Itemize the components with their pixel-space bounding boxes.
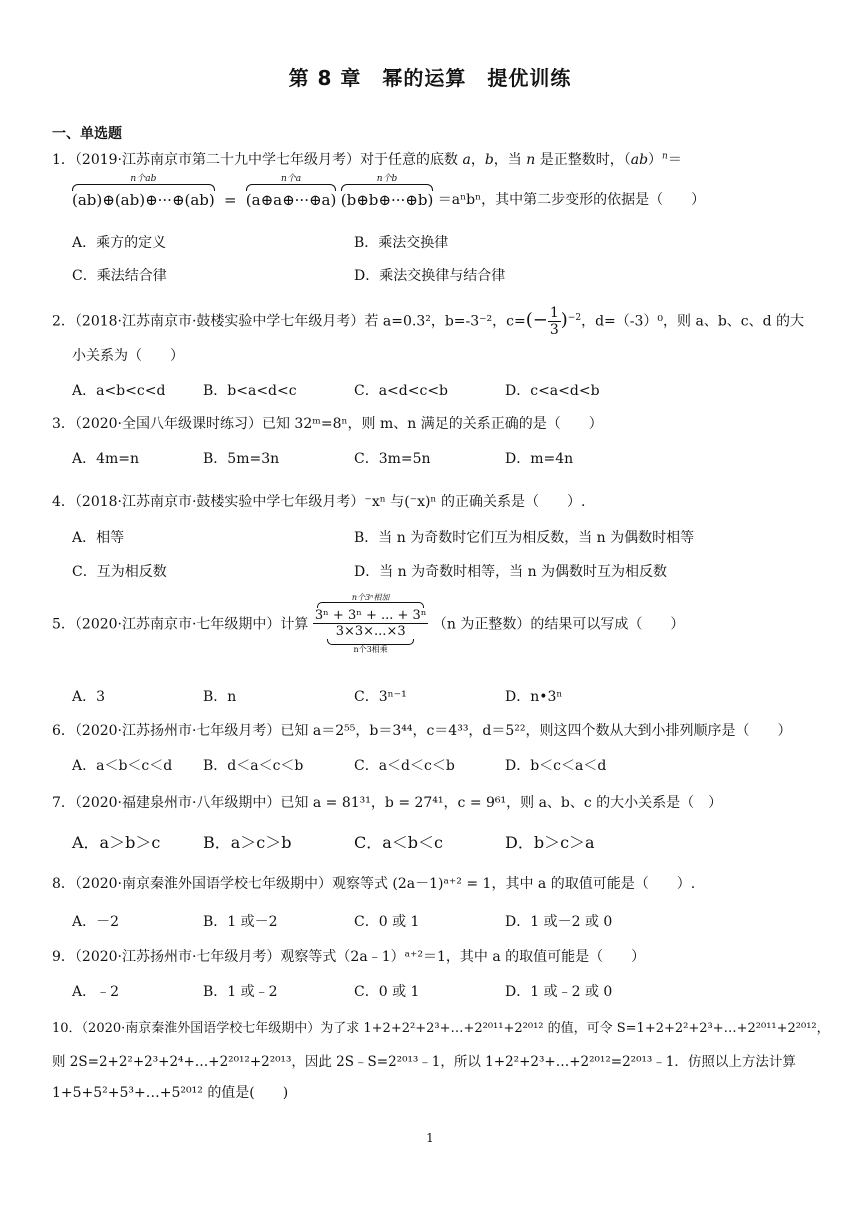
- q3-option-a[interactable]: A．4m=n: [72, 451, 140, 467]
- page-number: 1: [426, 1131, 434, 1145]
- q7-option-a[interactable]: A．a＞b＞c: [72, 833, 161, 852]
- question-1-stem: 1．（2019·江苏南京市第二十九中学七年级月考）对于任意的底数 a，b，当 n 是正整数时，（ab）$^n$＝: [52, 151, 682, 168]
- question-9-stem: 9．（2020·江苏扬州市·七年级月考）观察等式（2a﹣1）ᵃ⁺²＝1，其中 a 的取值可能是（ ）: [52, 949, 646, 965]
- question-10-line-1: 10．（2020·南京秦淮外国语学校七年级期中）为了求 1+2+2²+2³+…+2²⁰¹¹+2²⁰¹² 的值，可令 S=1+2+2²+2³+…+2²⁰¹¹+2²⁰¹²，: [52, 1021, 830, 1036]
- q1-option-d[interactable]: D．乘法交换律与结合律: [354, 268, 506, 284]
- q4-option-c[interactable]: C．互为相反数: [72, 564, 167, 580]
- overbrace-b: n个b (b⊕b⊕···⊕b): [340, 174, 434, 209]
- overbrace-a: n个a (a⊕a⊕···⊕a): [245, 174, 337, 209]
- q1-option-a[interactable]: A．乘方的定义: [72, 235, 167, 251]
- q8-option-a[interactable]: A．－2: [72, 914, 120, 930]
- q1-option-c[interactable]: C．乘法结合律: [72, 268, 167, 284]
- question-10-line-2: 则 2S=2+2²+2³+2⁴+…+2²⁰¹²+2²⁰¹³，因此 2S﹣S=2²⁰¹³﹣1，所以 1+2²+2³+…+2²⁰¹²=2²⁰¹³﹣1．仿照以上方法计算: [52, 1054, 796, 1070]
- q4-option-a[interactable]: A．相等: [72, 530, 125, 546]
- q9-option-c[interactable]: C．0 或 1: [354, 984, 420, 1000]
- q7-option-c[interactable]: C．a＜b＜c: [354, 833, 443, 852]
- q7-option-b[interactable]: B．a＞c＞b: [203, 833, 292, 852]
- q2-option-c[interactable]: C．a<d<c<b: [354, 383, 449, 399]
- question-2-stem: 2．（2018·江苏南京市·鼓楼实验中学七年级月考）若 a=0.3²，b=-3⁻²，c=(− $\frac{1}{3}$ )$^{-2}$，d=（-3）⁰，则 a、b、c、d 的大: [52, 305, 805, 338]
- question-2-stem-cont: 小关系为（ ）: [72, 348, 184, 364]
- q5-fraction: n个3ⁿ相加 3ⁿ + 3ⁿ + ... + 3ⁿ 3×3×...×3 n个3相乘: [314, 593, 427, 654]
- q2-option-b[interactable]: B．b<a<d<c: [203, 383, 297, 399]
- question-1-formula: n个ab (ab)⊕(ab)⊕···⊕(ab) = n个a (a⊕a⊕···⊕a) n个b (b⊕b⊕···⊕b) ＝aⁿbⁿ，其中第二步变形的依据是（ ）: [72, 174, 706, 209]
- section-heading: 一、单选题: [52, 126, 122, 142]
- q1-option-b[interactable]: B．乘法交换律: [354, 235, 449, 251]
- q5-option-d[interactable]: D．n•3ⁿ: [505, 689, 563, 705]
- q5-option-c[interactable]: C．3ⁿ⁻¹: [354, 689, 407, 705]
- question-3-stem: 3．（2020·全国八年级课时练习）已知 32ᵐ=8ⁿ，则 m、n 满足的关系正确的是（ ）: [52, 416, 603, 432]
- page-title: 第 8 章 幂的运算 提优训练: [288, 66, 572, 90]
- q7-option-d[interactable]: D．b＞c＞a: [505, 833, 595, 852]
- q3-option-c[interactable]: C．3m=5n: [354, 451, 431, 467]
- q9-option-d[interactable]: D．1 或﹣2 或 0: [505, 984, 613, 1000]
- q3-option-d[interactable]: D．m=4n: [505, 451, 574, 467]
- question-7-stem: 7．（2020·福建泉州市·八年级期中）已知 a = 81³¹，b = 27⁴¹，c = 9⁶¹，则 a、b、c 的大小关系是（ ）: [52, 795, 723, 811]
- q6-option-b[interactable]: B．d＜a＜c＜b: [203, 758, 304, 774]
- q4-option-b[interactable]: B．当 n 为奇数时它们互为相反数，当 n 为偶数时相等: [354, 530, 695, 546]
- q6-option-c[interactable]: C．a＜d＜c＜b: [354, 758, 455, 774]
- fraction-one-third: $\frac{1}{3}$: [549, 305, 559, 338]
- question-5-stem: 5．（2020·江苏南京市·七年级期中）计算 n个3ⁿ相加 3ⁿ + 3ⁿ + ... + 3ⁿ 3×3×...×3 n个3相乘 （n 为正整数）的结果可以写成（ ）: [52, 593, 685, 654]
- q8-option-d[interactable]: D．1 或－2 或 0: [505, 914, 613, 930]
- q8-option-b[interactable]: B．1 或－2: [203, 914, 278, 930]
- q5-option-a[interactable]: A．3: [72, 689, 106, 705]
- q6-option-a[interactable]: A．a＜b＜c＜d: [72, 758, 173, 774]
- q2-option-a[interactable]: A．a<b<c<d: [72, 383, 166, 399]
- question-4-stem: 4．（2018·江苏南京市·鼓楼实验中学七年级月考）⁻xⁿ 与(⁻x)ⁿ 的正确关系是（ ）.: [52, 494, 586, 510]
- q9-option-b[interactable]: B．1 或﹣2: [203, 984, 278, 1000]
- q8-option-c[interactable]: C．0 或 1: [354, 914, 420, 930]
- q5-option-b[interactable]: B．n: [203, 689, 237, 705]
- overbrace-ab: n个ab (ab)⊕(ab)⊕···⊕(ab): [72, 174, 215, 209]
- q4-option-d[interactable]: D．当 n 为奇数时相等，当 n 为偶数时互为相反数: [354, 564, 668, 580]
- q2-option-d[interactable]: D．c<a<d<b: [505, 383, 600, 399]
- q9-option-a[interactable]: A．﹣2: [72, 984, 120, 1000]
- question-8-stem: 8．（2020·南京秦淮外国语学校七年级期中）观察等式 (2a－1)ᵃ⁺² = 1，其中 a 的取值可能是（ ）.: [52, 876, 696, 892]
- q3-option-b[interactable]: B．5m=3n: [203, 451, 280, 467]
- question-6-stem: 6．（2020·江苏扬州市·七年级月考）已知 a＝2⁵⁵，b＝3⁴⁴，c＝4³³，d＝5²²，则这四个数从大到小排列顺序是（ ）: [52, 723, 792, 739]
- q6-option-d[interactable]: D．b＜c＜a＜d: [505, 758, 607, 774]
- question-10-line-3: 1+5+5²+5³+…+5²⁰¹² 的值是( ): [52, 1085, 289, 1101]
